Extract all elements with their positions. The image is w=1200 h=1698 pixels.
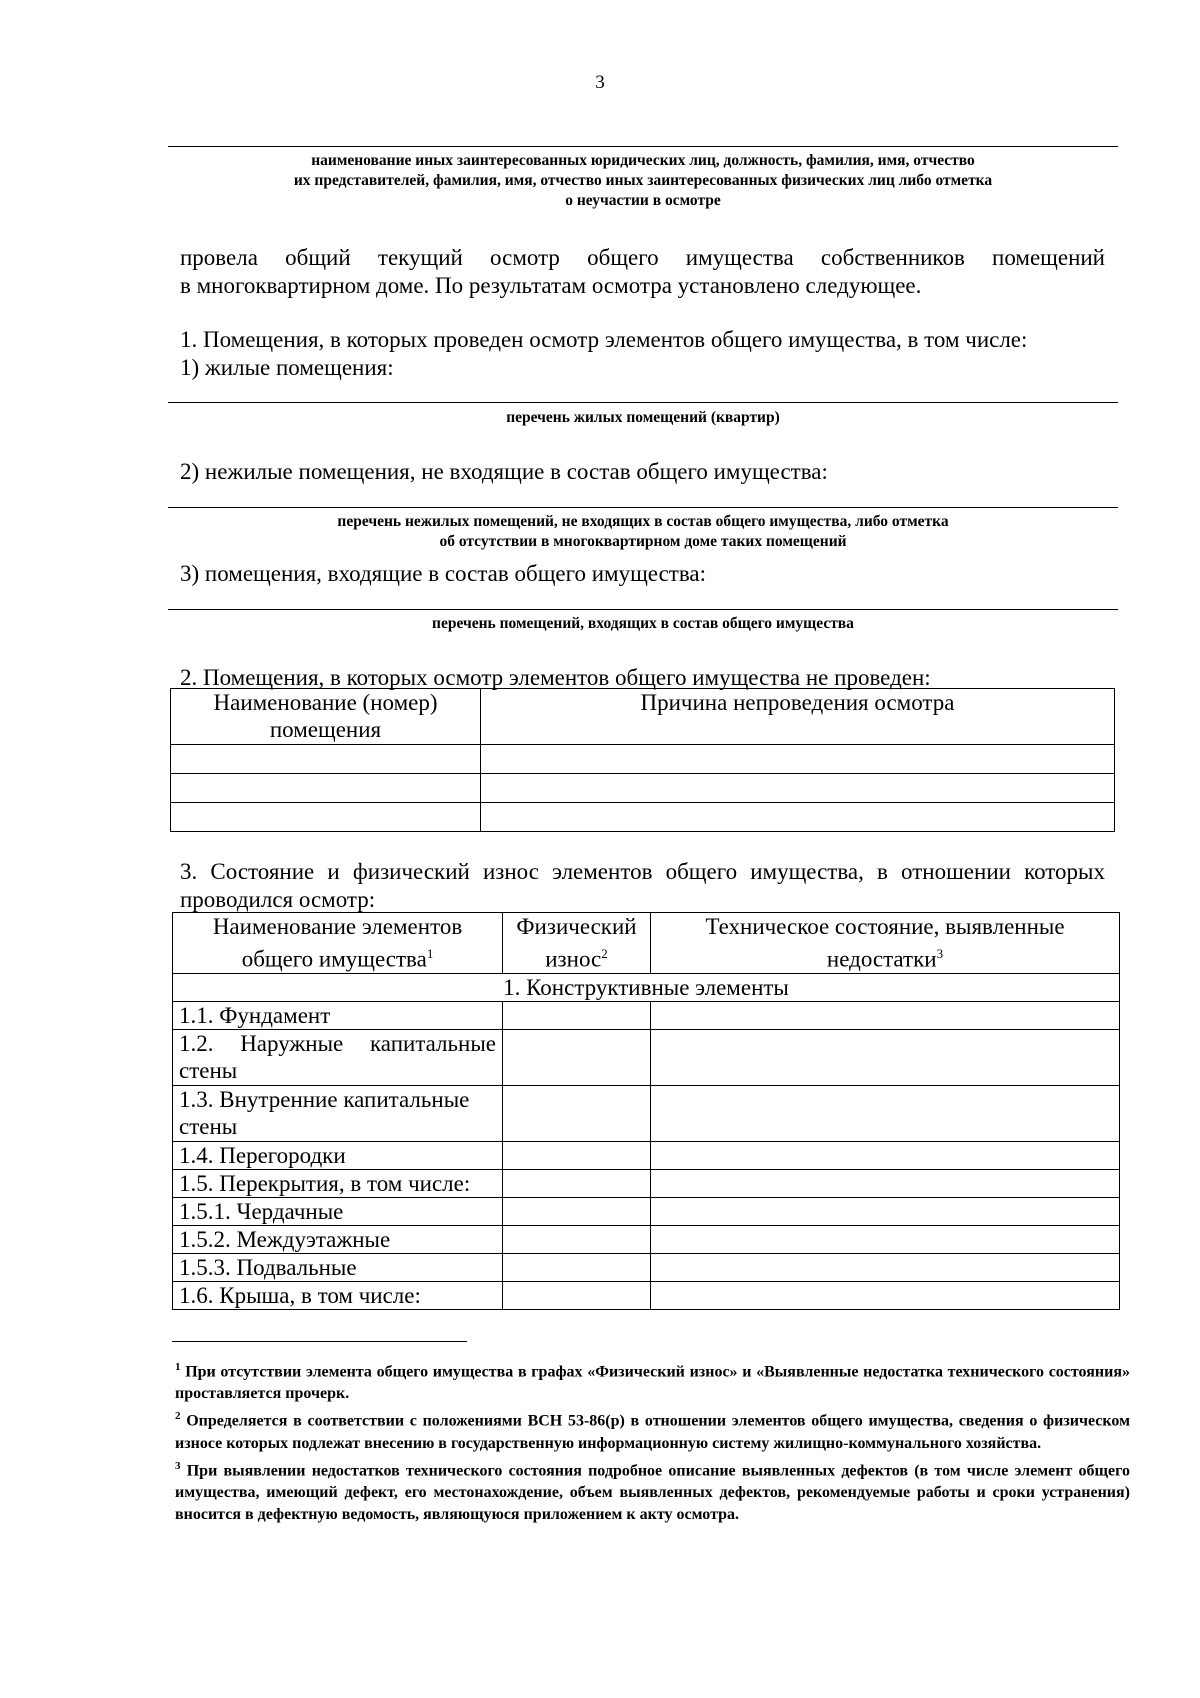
physical-wear-cell[interactable] (503, 1253, 651, 1281)
nonresidential-caption-line2: об отсутствии в многоквартирном доме таких помещений (439, 533, 847, 550)
technical-state-cell[interactable] (651, 1281, 1120, 1309)
footnote-2: $^2$ Определяется в соответствии с положениями ВСН 53-86(р) в отношении элементов общего имущества, сведения о физическом износе которых подлежат внесению в государственную информационную систему жилищно-коммунального хозяйства. (175, 1410, 1131, 1452)
room-name-header: Наименование (номер) помещения (171, 689, 481, 745)
table-row (173, 1085, 1120, 1141)
element-name: 1.5.3. Подвальные (173, 1253, 503, 1281)
table-cell[interactable] (171, 745, 481, 774)
intro-line1: провела общий текущий осмотр общего имущества собственников помещений (180, 245, 1105, 270)
technical-state-cell[interactable] (651, 1029, 1120, 1085)
header-caption (168, 151, 1118, 211)
technical-state-cell[interactable] (651, 1225, 1120, 1253)
table-row (173, 1141, 1120, 1169)
header-caption-line1: наименование иных заинтересованных юридических лиц, должность, фамилия, имя, отчество (311, 152, 975, 169)
table-row (171, 774, 1115, 803)
physical-wear-cell[interactable] (503, 1225, 651, 1253)
table-cell[interactable] (171, 803, 481, 832)
element-name: 1.3. Внутренние капитальные стены (173, 1085, 503, 1141)
physical-wear-header: Физический износ$^2$ (503, 913, 651, 974)
group-row (173, 973, 1120, 1001)
nonresidential-blank-line (168, 507, 1118, 508)
technical-state-header: Техническое состояние, выявленные недостатки$^3$ (651, 913, 1120, 974)
technical-state-cell[interactable] (651, 1197, 1120, 1225)
section2-heading: 2. Помещения, в которых осмотр элементов общего имущества не проведен: (180, 665, 931, 690)
table-row (173, 1197, 1120, 1225)
table-row (173, 1225, 1120, 1253)
footnote-separator (172, 1341, 467, 1342)
section1-item-nonresidential: 2) нежилые помещения, не входящие в состав общего имущества: (180, 459, 828, 484)
technical-state-cell[interactable] (651, 1085, 1120, 1141)
element-name: 1.5.1. Чердачные (173, 1197, 503, 1225)
table-row (173, 1169, 1120, 1197)
table-header-row (171, 689, 1115, 745)
element-name-header: Наименование элементов общего имущества$^1$ (173, 913, 503, 974)
page-number: 3 (595, 72, 605, 93)
element-name: 1.5.2. Междуэтажные (173, 1225, 503, 1253)
section1-heading: 1. Помещения, в которых проведен осмотр элементов общего имущества, в том числе: (180, 327, 1028, 352)
element-name: 1.6. Крыша, в том числе: (173, 1281, 503, 1309)
header-caption-line3: о неучастии в осмотре (565, 192, 721, 209)
section3-heading-line2: проводился осмотр: (180, 887, 376, 912)
physical-wear-cell[interactable] (503, 1169, 651, 1197)
reason-header: Причина непроведения осмотра (481, 689, 1115, 745)
intro-line2: в многоквартирном доме. По результатам осмотра установлено следующее. (180, 273, 922, 298)
nonresidential-caption (168, 512, 1118, 552)
table-row (173, 1001, 1120, 1029)
element-name: 1.1. Фундамент (173, 1001, 503, 1029)
intro-paragraph (180, 244, 1105, 300)
table-cell[interactable] (481, 774, 1115, 803)
physical-wear-cell[interactable] (503, 1281, 651, 1309)
technical-state-cell[interactable] (651, 1141, 1120, 1169)
table-row (171, 745, 1115, 774)
residential-blank-line (168, 402, 1118, 403)
physical-wear-cell[interactable] (503, 1141, 651, 1169)
technical-state-cell[interactable] (651, 1253, 1120, 1281)
nonresidential-caption-line1: перечень нежилых помещений, не входящих в состав общего имущества, либо отметка (337, 513, 949, 530)
section1-item-residential: 1) жилые помещения: (180, 355, 394, 380)
section3-heading (180, 858, 1105, 914)
table-header-row (173, 913, 1120, 974)
physical-wear-cell[interactable] (503, 1085, 651, 1141)
table-row (173, 1253, 1120, 1281)
element-name: 1.5. Перекрытия, в том числе: (173, 1169, 503, 1197)
technical-state-cell[interactable] (651, 1169, 1120, 1197)
section1-item-common: 3) помещения, входящие в состав общего имущества: (180, 561, 706, 586)
element-name: 1.2. Наружные капитальные стены (173, 1029, 503, 1085)
uninspected-rooms-table (170, 688, 1115, 832)
table-cell[interactable] (481, 745, 1115, 774)
common-caption: перечень помещений, входящих в состав общего имущества (432, 615, 854, 632)
element-name: 1.4. Перегородки (173, 1141, 503, 1169)
header-caption-line2: их представителей, фамилия, имя, отчество иных заинтересованных физических лиц либо отметка (293, 172, 993, 189)
header-blank-line (168, 146, 1118, 147)
physical-wear-cell[interactable] (503, 1197, 651, 1225)
common-property-state-table (172, 912, 1120, 1310)
table-cell[interactable] (171, 774, 481, 803)
residential-caption: перечень жилых помещений (квартир) (506, 409, 780, 426)
technical-state-cell[interactable] (651, 1001, 1120, 1029)
physical-wear-cell[interactable] (503, 1029, 651, 1085)
section3-heading-line1: 3. Состояние и физический износ элементов общего имущества, в отношении которых (180, 859, 1105, 884)
table-row (173, 1281, 1120, 1309)
footnote-3: $^3$ При выявлении недостатков технического состояния подробное описание выявленных дефектов (в том числе элемент общего имущества, имеющий дефект, его местонахождение, объем выявленных дефектов, рекомендуемые работы и сроки устранения) вносится в дефектную ведомость, являющуюся приложением к акту осмотра. (175, 1459, 1131, 1523)
common-blank-line (168, 609, 1118, 610)
table-row (171, 803, 1115, 832)
group-row-label: 1. Конструктивные элементы (173, 973, 1120, 1001)
footnotes (175, 1356, 1130, 1526)
table-row (173, 1029, 1120, 1085)
footnote-1: $^1$ При отсутствии элемента общего имущества в графах «Физический износ» и «Выявленные недостатка технического состояния» проставляется прочерк. (175, 1361, 1130, 1403)
physical-wear-cell[interactable] (503, 1001, 651, 1029)
table-cell[interactable] (481, 803, 1115, 832)
